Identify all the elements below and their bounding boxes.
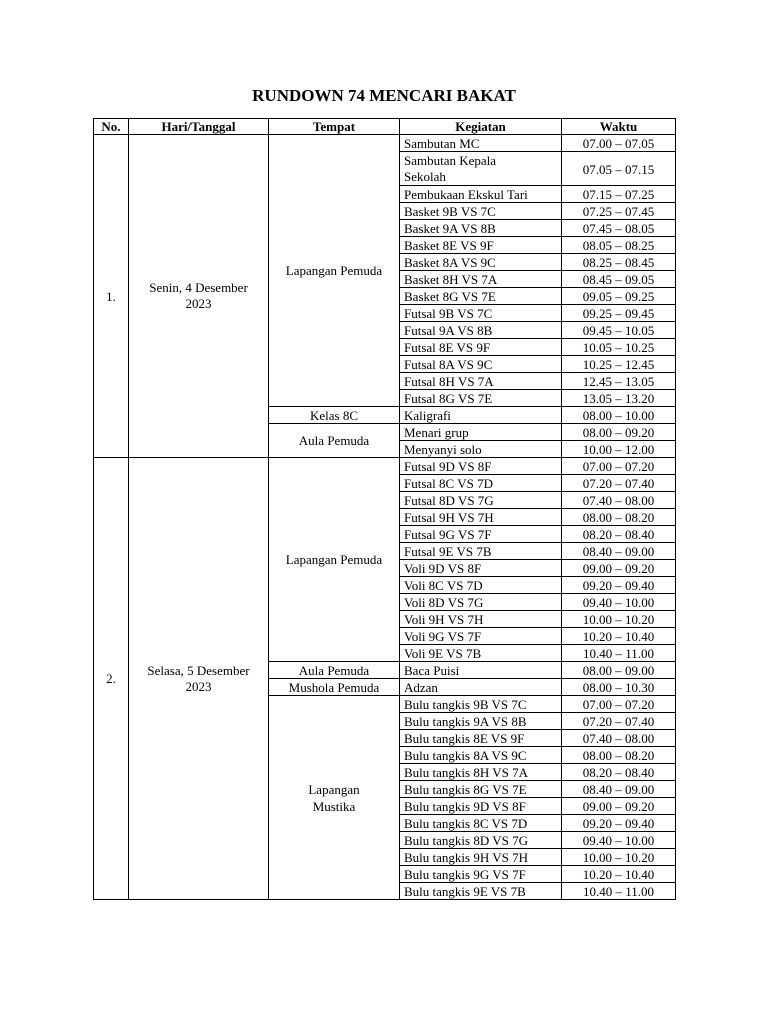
time-cell: 10.00 – 10.20: [562, 611, 676, 628]
time-cell: 08.20 – 08.40: [562, 526, 676, 543]
day-date-line: Senin, 4 Desember: [149, 280, 248, 295]
day-date: [129, 458, 269, 900]
activity-cell: Bulu tangkis 9D VS 8F: [400, 798, 562, 815]
activity-cell: Menyanyi solo: [400, 441, 562, 458]
time-cell: 10.00 – 10.20: [562, 849, 676, 866]
activity-cell: Voli 9E VS 7B: [400, 645, 562, 662]
time-cell: 07.05 – 07.15: [562, 152, 676, 186]
table-body: [94, 135, 676, 900]
venue-cell: Lapangan Pemuda: [269, 135, 400, 407]
activity-cell: Baca Puisi: [400, 662, 562, 679]
time-cell: 13.05 – 13.20: [562, 390, 676, 407]
venue-cell: Kelas 8C: [269, 407, 400, 424]
time-cell: 07.20 – 07.40: [562, 475, 676, 492]
time-cell: 08.25 – 08.45: [562, 254, 676, 271]
time-cell: 09.40 – 10.00: [562, 594, 676, 611]
activity-cell: Voli 8C VS 7D: [400, 577, 562, 594]
time-cell: 08.05 – 08.25: [562, 237, 676, 254]
activity-cell: Bulu tangkis 9B VS 7C: [400, 696, 562, 713]
venue-cell: Aula Pemuda: [269, 424, 400, 458]
activity-cell: Voli 9H VS 7H: [400, 611, 562, 628]
activity-cell: Basket 9A VS 8B: [400, 220, 562, 237]
time-cell: 10.00 – 12.00: [562, 441, 676, 458]
time-cell: 08.00 – 09.20: [562, 424, 676, 441]
activity-cell: Futsal 8C VS 7D: [400, 475, 562, 492]
activity-cell: Basket 9B VS 7C: [400, 203, 562, 220]
activity-cell: Bulu tangkis 9H VS 7H: [400, 849, 562, 866]
time-cell: 10.25 – 12.45: [562, 356, 676, 373]
activity-cell: Bulu tangkis 9G VS 7F: [400, 866, 562, 883]
time-cell: 08.40 – 09.00: [562, 781, 676, 798]
activity-cell: Futsal 8A VS 9C: [400, 356, 562, 373]
activity-cell: Voli 9G VS 7F: [400, 628, 562, 645]
time-cell: 12.45 – 13.05: [562, 373, 676, 390]
activity-cell: Sambutan MC: [400, 135, 562, 152]
table-header-row: [94, 119, 676, 135]
header-tempat: Tempat: [269, 119, 400, 135]
time-cell: 07.00 – 07.05: [562, 135, 676, 152]
activity-cell: Pembukaan Ekskul Tari: [400, 186, 562, 203]
time-cell: 09.20 – 09.40: [562, 577, 676, 594]
activity-cell: Voli 9D VS 8F: [400, 560, 562, 577]
venue-cell: Aula Pemuda: [269, 662, 400, 679]
time-cell: 07.40 – 08.00: [562, 730, 676, 747]
header-no: No.: [94, 119, 129, 135]
activity-cell: Basket 8E VS 9F: [400, 237, 562, 254]
time-cell: 09.00 – 09.20: [562, 560, 676, 577]
activity-cell: Futsal 9G VS 7F: [400, 526, 562, 543]
venue-cell: Lapangan Mustika: [269, 696, 400, 900]
activity-cell: Futsal 8E VS 9F: [400, 339, 562, 356]
activity-cell: Futsal 8G VS 7E: [400, 390, 562, 407]
time-cell: 07.45 – 08.05: [562, 220, 676, 237]
time-cell: 08.00 – 09.00: [562, 662, 676, 679]
time-cell: 07.00 – 07.20: [562, 458, 676, 475]
time-cell: 09.45 – 10.05: [562, 322, 676, 339]
time-cell: 07.15 – 07.25: [562, 186, 676, 203]
activity-cell: Kaligrafi: [400, 407, 562, 424]
time-cell: 08.45 – 09.05: [562, 271, 676, 288]
venue-cell: Mushola Pemuda: [269, 679, 400, 696]
activity-cell: Futsal 8H VS 7A: [400, 373, 562, 390]
time-cell: 08.00 – 08.20: [562, 747, 676, 764]
header-waktu: Waktu: [562, 119, 676, 135]
time-cell: 07.00 – 07.20: [562, 696, 676, 713]
activity-cell: Futsal 9H VS 7H: [400, 509, 562, 526]
activity-cell: Bulu tangkis 9A VS 8B: [400, 713, 562, 730]
time-cell: 09.00 – 09.20: [562, 798, 676, 815]
activity-cell: Futsal 9A VS 8B: [400, 322, 562, 339]
document-title: RUNDOWN 74 MENCARI BAKAT: [252, 86, 516, 105]
activity-cell: Bulu tangkis 8E VS 9F: [400, 730, 562, 747]
activity-cell: Menari grup: [400, 424, 562, 441]
time-cell: 07.25 – 07.45: [562, 203, 676, 220]
header-kegiatan: Kegiatan: [400, 119, 562, 135]
venue-cell: Lapangan Pemuda: [269, 458, 400, 662]
activity-cell: Voli 8D VS 7G: [400, 594, 562, 611]
activity-cell: Bulu tangkis 8G VS 7E: [400, 781, 562, 798]
time-cell: 10.40 – 11.00: [562, 883, 676, 900]
time-cell: 07.20 – 07.40: [562, 713, 676, 730]
time-cell: 09.40 – 10.00: [562, 832, 676, 849]
activity-cell: Bulu tangkis 8D VS 7G: [400, 832, 562, 849]
day-number: 1.: [94, 135, 129, 458]
activity-cell: Bulu tangkis 8H VS 7A: [400, 764, 562, 781]
activity-cell: Bulu tangkis 8A VS 9C: [400, 747, 562, 764]
activity-cell: Futsal 9E VS 7B: [400, 543, 562, 560]
time-cell: 10.20 – 10.40: [562, 866, 676, 883]
time-cell: 09.05 – 09.25: [562, 288, 676, 305]
activity-cell: Futsal 9B VS 7C: [400, 305, 562, 322]
time-cell: 07.40 – 08.00: [562, 492, 676, 509]
activity-cell: Basket 8G VS 7E: [400, 288, 562, 305]
day-number: 2.: [94, 458, 129, 900]
day-date-year: 2023: [185, 678, 212, 694]
activity-cell: Bulu tangkis 8C VS 7D: [400, 815, 562, 832]
activity-cell: Basket 8H VS 7A: [400, 271, 562, 288]
time-cell: 08.00 – 08.20: [562, 509, 676, 526]
activity-cell: Sambutan Kepala Sekolah: [400, 152, 562, 186]
activity-cell: Futsal 8D VS 7G: [400, 492, 562, 509]
time-cell: 08.00 – 10.00: [562, 407, 676, 424]
rundown-table: [93, 118, 676, 900]
day-date-line: Selasa, 5 Desember: [147, 662, 250, 678]
activity-cell: Basket 8A VS 9C: [400, 254, 562, 271]
activity-cell: Adzan: [400, 679, 562, 696]
header-hari-tanggal: Hari/Tanggal: [129, 119, 269, 135]
time-cell: 10.40 – 11.00: [562, 645, 676, 662]
table-row: [94, 135, 676, 152]
time-cell: 09.20 – 09.40: [562, 815, 676, 832]
time-cell: 08.20 – 08.40: [562, 764, 676, 781]
time-cell: 08.40 – 09.00: [562, 543, 676, 560]
activity-cell: Futsal 9D VS 8F: [400, 458, 562, 475]
time-cell: 10.05 – 10.25: [562, 339, 676, 356]
time-cell: 09.25 – 09.45: [562, 305, 676, 322]
table-row: [94, 458, 676, 475]
day-date-year: 2023: [185, 296, 212, 311]
time-cell: 08.00 – 10.30: [562, 679, 676, 696]
time-cell: 10.20 – 10.40: [562, 628, 676, 645]
activity-cell: Bulu tangkis 9E VS 7B: [400, 883, 562, 900]
day-date: [129, 135, 269, 458]
